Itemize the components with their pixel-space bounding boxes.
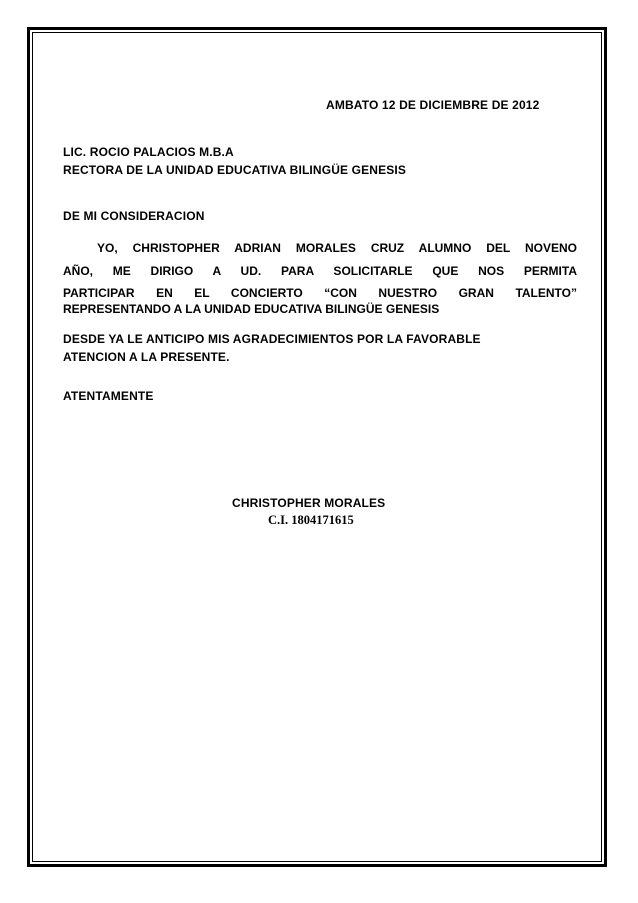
letter-date: AMBATO 12 DE DICIEMBRE DE 2012 bbox=[326, 98, 540, 112]
body-paragraph-1-line-4: REPRESENTANDO A LA UNIDAD EDUCATIVA BILINGÜE GENESIS bbox=[63, 302, 440, 316]
recipient-title: RECTORA DE LA UNIDAD EDUCATIVA BILINGÜE GENESIS bbox=[63, 163, 407, 177]
body-paragraph-2-line-1: DESDE YA LE ANTICIPO MIS AGRADECIMIENTOS POR LA FAVORABLE bbox=[63, 332, 481, 346]
body-paragraph-2-line-2: ATENCION A LA PRESENTE. bbox=[63, 350, 230, 364]
closing: ATENTAMENTE bbox=[63, 389, 154, 403]
body-paragraph-1-line-1: YO, CHRISTOPHER ADRIAN MORALES CRUZ ALUMNO DEL NOVENO bbox=[97, 241, 577, 255]
body-paragraph-1-line-2: AÑO, ME DIRIGO A UD. PARA SOLICITARLE QUE NOS PERMITA bbox=[63, 264, 577, 278]
signature-id: C.I. 1804171615 bbox=[268, 513, 354, 527]
body-paragraph-1-line-3: PARTICIPAR EN EL CONCIERTO “CON NUESTRO GRAN TALENTO” bbox=[63, 286, 577, 300]
greeting: DE MI CONSIDERACION bbox=[63, 209, 205, 223]
signature-name: CHRISTOPHER MORALES bbox=[232, 496, 386, 510]
recipient-name: LIC. ROCIO PALACIOS M.B.A bbox=[63, 145, 234, 159]
